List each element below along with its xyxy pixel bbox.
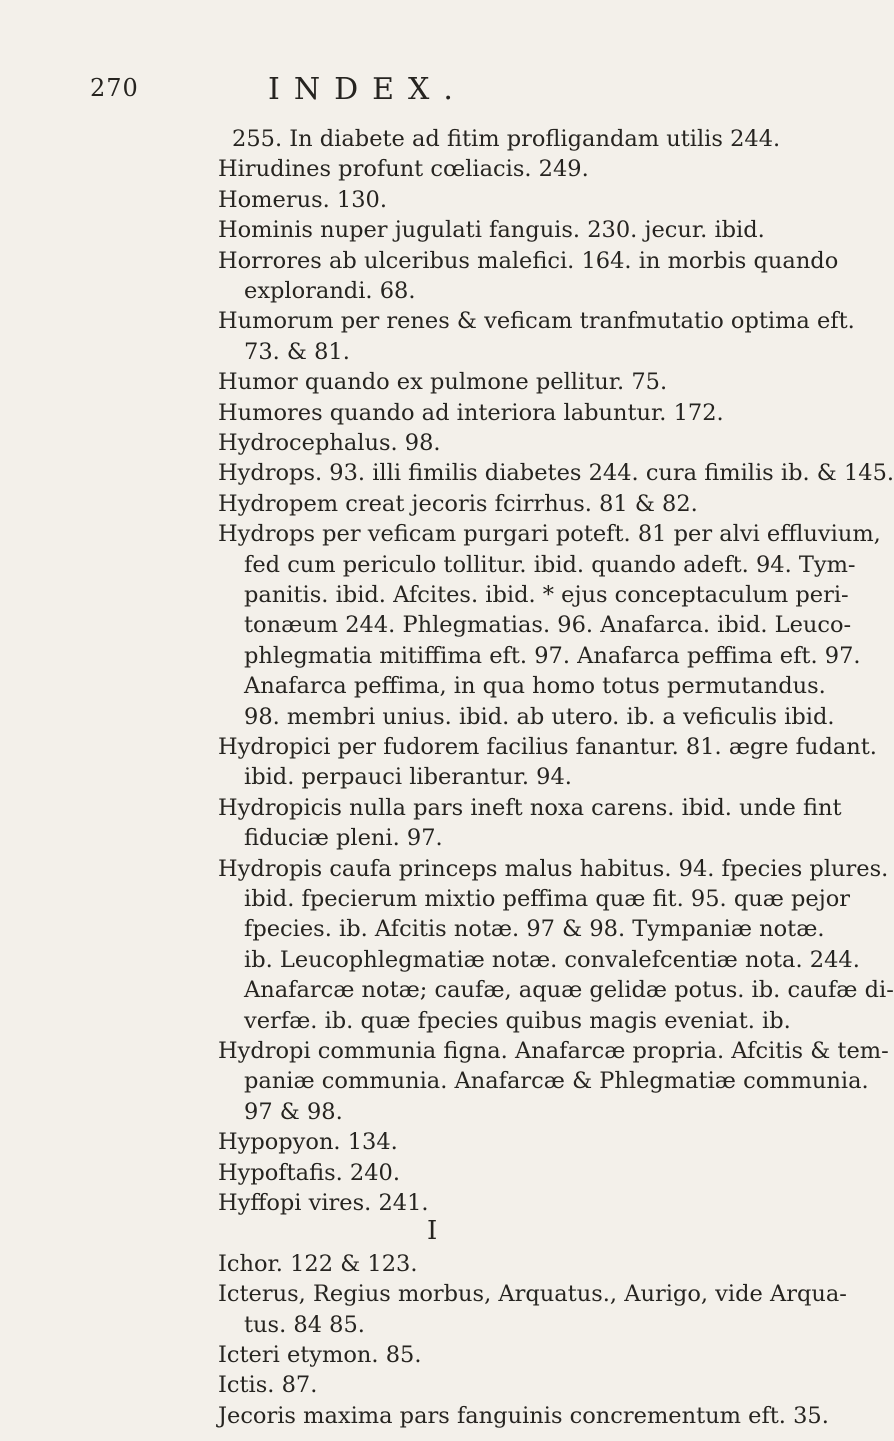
index-line: Hydropicis nulla pars ineft noxa carens. ibid. unde fint [218,795,842,821]
index-line: 73. & 81. [244,339,350,365]
index-line: tus. 84 85. [244,1312,365,1338]
index-line: Humores quando ad interiora labuntur. 172. [218,400,724,426]
index-line: Humor quando ex pulmone pellitur. 75. [218,369,668,395]
index-line: Hypopyon. 134. [218,1129,398,1155]
index-line: Horrores ab ulceribus malefici. 164. in morbis quando [218,248,839,274]
index-line: fed cum periculo tollitur. ibid. quando adeft. 94. Tym- [244,552,856,578]
index-line: tonæum 244. Phlegmatias. 96. Anafarca. ibid. Leuco- [244,612,852,638]
index-line: panitis. ibid. Afcites. ibid. * ejus conceptaculum peri- [244,582,849,608]
index-line: Hyffopi vires. 241. [218,1190,429,1216]
index-line: Jecoris maxima pars fanguinis concrementum eft. 35. [218,1403,829,1429]
index-line: ibid. fpecierum mixtio peffima quæ fit. 95. quæ pejor [244,886,851,912]
index-line: Hypoftafis. 240. [218,1160,401,1186]
index-line: Hirudines profunt cœliacis. 249. [218,156,589,182]
section-letter-heading: I [427,1216,438,1246]
index-line: 98. membri unius. ibid. ab utero. ib. a veficulis ibid. [244,704,835,730]
page-number: 270 [90,74,139,102]
index-line: Humorum per renes & veficam tranfmutatio optima eft. [218,308,855,334]
index-line: phlegmatia mitiffima eft. 97. Anafarca peffima eft. 97. [244,643,861,669]
index-line: ibid. perpauci liberantur. 94. [244,764,572,790]
running-head: INDEX. [268,72,467,107]
index-line: 97 & 98. [244,1099,343,1125]
index-line: verfæ. ib. quæ fpecies quibus magis eveniat. ib. [244,1008,791,1034]
index-line: paniæ communia. Anafarcæ & Phlegmatiæ communia. [244,1068,869,1094]
index-line: Hydropis caufa princeps malus habitus. 94. fpecies plures. [218,856,889,882]
index-line: Ichor. 122 & 123. [218,1251,418,1277]
index-line: 255. In diabete ad fitim profligandam utilis 244. [232,126,781,152]
index-line: Anafarcæ notæ; caufæ, aquæ gelidæ potus. ib. caufæ di- [244,977,894,1003]
index-line: fpecies. ib. Afcitis notæ. 97 & 98. Tympaniæ notæ. [244,916,825,942]
index-line: Hominis nuper jugulati fanguis. 230. jecur. ibid. [218,217,765,243]
index-line: fiduciæ pleni. 97. [244,825,443,851]
index-line: Icteri etymon. 85. [218,1342,422,1368]
index-line: Hydrops. 93. illi fimilis diabetes 244. cura fimilis ib. & 145. [218,460,894,486]
index-line: Hydrocephalus. 98. [218,430,441,456]
index-line: Hydropem creat jecoris fcirrhus. 81 & 82. [218,491,698,517]
index-line: Ictis. 87. [218,1372,318,1398]
index-line: explorandi. 68. [244,278,416,304]
page-header [0,72,801,112]
index-line: Hydropi communia figna. Anafarcæ propria. Afcitis & tem- [218,1038,889,1064]
index-line: Homerus. 130. [218,187,388,213]
index-line: Icterus, Regius morbus, Arquatus., Aurigo, vide Arqua- [218,1281,847,1307]
index-line: Anafarca peffima, in qua homo totus permutandus. [244,673,826,699]
index-line: Hydrops per veficam purgari poteft. 81 per alvi effluvium, [218,521,881,547]
index-line: ib. Leucophlegmatiæ notæ. convalefcentiæ nota. 244. [244,947,860,973]
index-line: Hydropici per fudorem facilius fanantur. 81. ægre fudant. [218,734,877,760]
